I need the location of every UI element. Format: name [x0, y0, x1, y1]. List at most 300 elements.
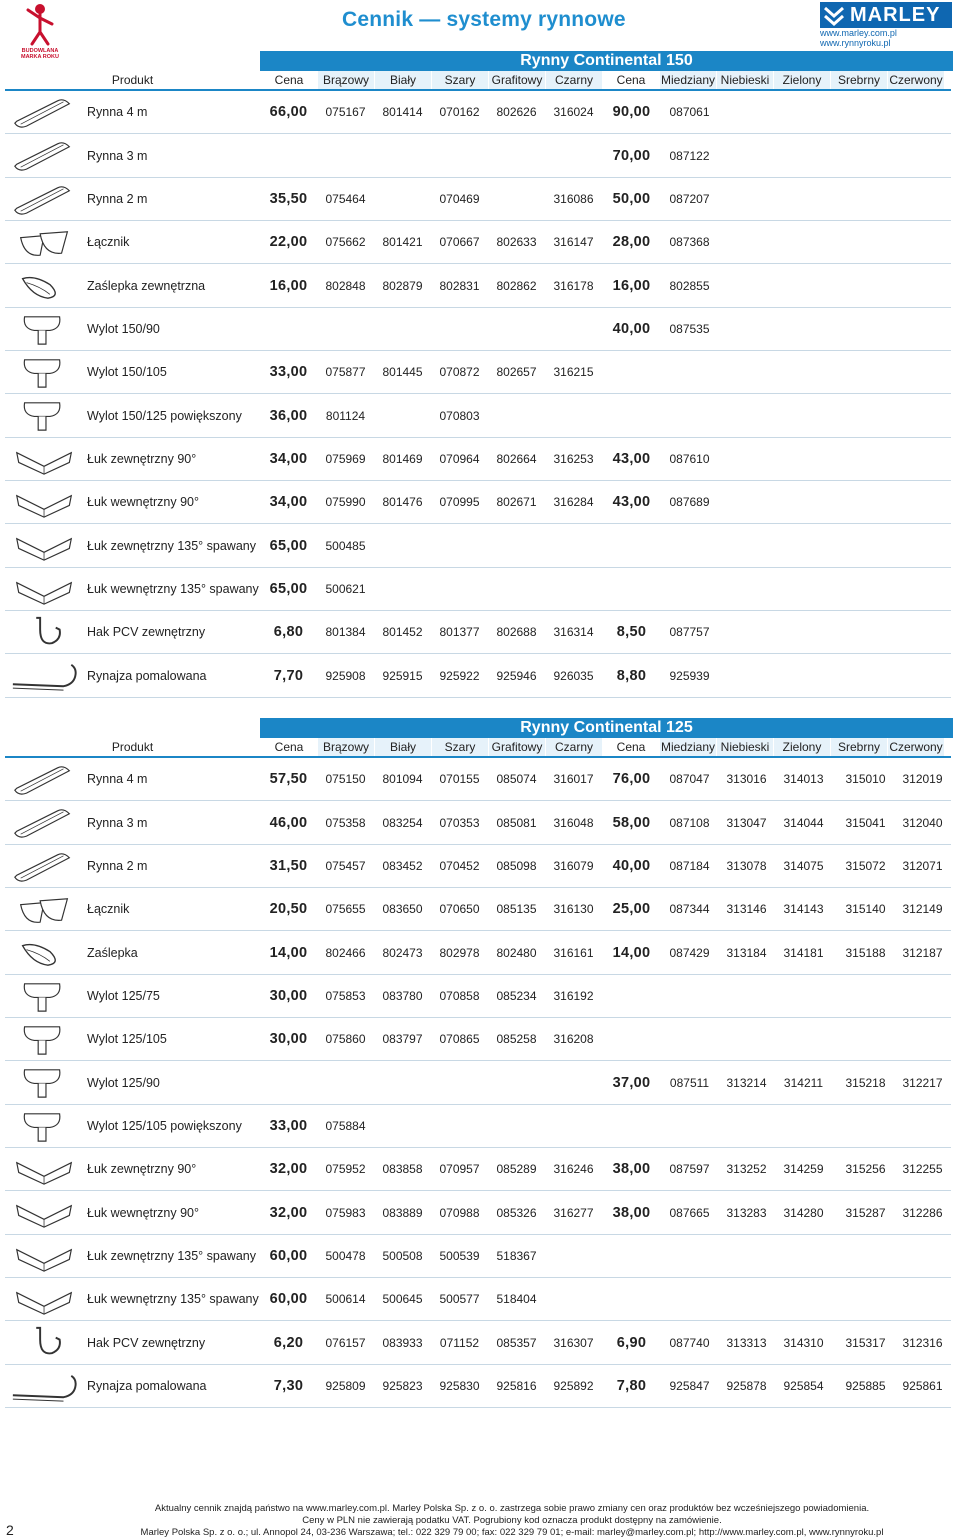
- code-cell: 075853: [325, 988, 366, 1003]
- column-header: Produkt: [111, 740, 154, 754]
- price-cell: 6,20: [273, 1334, 304, 1351]
- code-cell: 925809: [325, 1378, 366, 1393]
- price-cell: 22,00: [269, 234, 308, 251]
- code-cell: 925830: [439, 1378, 480, 1393]
- code-cell: 087610: [669, 451, 710, 466]
- code-cell: 925878: [726, 1378, 767, 1393]
- code-cell: 312149: [902, 902, 943, 917]
- price-cell: 57,50: [269, 771, 308, 788]
- code-cell: 802633: [496, 235, 537, 250]
- code-cell: 315140: [845, 902, 886, 917]
- code-cell: 801421: [382, 235, 423, 250]
- code-cell: 316161: [553, 945, 594, 960]
- product-name: Wylot 125/90: [87, 1075, 160, 1090]
- budowlana-marka-roku-logo: [18, 2, 62, 66]
- section-title: Rynny Continental 125: [260, 718, 953, 738]
- footer-line-2: Ceny w PLN nie zawierają podatku VAT. Pogrubiony kod oznacza produkt dostępny na zamówienie.: [302, 1515, 722, 1526]
- code-cell: 313078: [726, 858, 767, 873]
- code-cell: 802848: [325, 278, 366, 293]
- product-name: Łącznik: [87, 902, 130, 917]
- code-cell: 313313: [726, 1335, 767, 1350]
- code-cell: 070353: [439, 815, 480, 830]
- column-header: Brązowy: [317, 738, 374, 756]
- price-cell: 34,00: [269, 494, 308, 511]
- code-cell: 315188: [845, 945, 886, 960]
- outlet-icon: [10, 311, 80, 348]
- product-name: Łuk wewnętrzny 135° spawany: [87, 581, 259, 596]
- corner-icon: [10, 527, 80, 564]
- code-cell: 315041: [845, 815, 886, 830]
- code-cell: 802657: [496, 365, 537, 380]
- code-cell: 316017: [553, 772, 594, 787]
- column-header: Produkt: [111, 73, 154, 87]
- code-cell: 070995: [439, 495, 480, 510]
- code-cell: 316307: [553, 1335, 594, 1350]
- code-cell: 316277: [553, 1205, 594, 1220]
- code-cell: 075877: [325, 365, 366, 380]
- code-cell: 070872: [439, 365, 480, 380]
- code-cell: 926035: [553, 668, 594, 683]
- code-cell: 313283: [726, 1205, 767, 1220]
- code-cell: 313016: [726, 772, 767, 787]
- code-cell: 083797: [382, 1032, 423, 1047]
- table-row: [5, 351, 951, 394]
- code-cell: 313047: [726, 815, 767, 830]
- product-name: Łuk wewnętrzny 90°: [87, 495, 199, 510]
- column-header: Niebieski: [716, 738, 773, 756]
- table-row: [5, 1321, 951, 1364]
- hook-icon: [10, 1324, 80, 1361]
- table-row: [5, 178, 951, 221]
- product-name: Łuk zewnętrzny 135° spawany: [87, 1248, 256, 1263]
- table-row: [5, 481, 951, 524]
- code-cell: 075952: [325, 1162, 366, 1177]
- product-name: Hak PCV zewnętrzny: [87, 625, 206, 640]
- code-cell: 801094: [382, 772, 423, 787]
- table-row: [5, 1148, 951, 1191]
- column-header: Szary: [431, 738, 488, 756]
- code-cell: 087535: [669, 321, 710, 336]
- code-cell: 085098: [496, 858, 537, 873]
- code-cell: 802480: [496, 945, 537, 960]
- code-cell: 087108: [669, 815, 710, 830]
- code-cell: 083650: [382, 902, 423, 917]
- code-cell: 075167: [325, 105, 366, 120]
- code-cell: 801476: [382, 495, 423, 510]
- table-row: [5, 1061, 951, 1104]
- code-cell: 313252: [726, 1162, 767, 1177]
- product-name: Wylot 150/125 powiększony: [87, 408, 242, 423]
- code-cell: 075990: [325, 495, 366, 510]
- code-cell: 314013: [783, 772, 824, 787]
- code-cell: 316048: [553, 815, 594, 830]
- code-cell: 312286: [902, 1205, 943, 1220]
- outlet-icon: [10, 1021, 80, 1058]
- code-cell: 316147: [553, 235, 594, 250]
- code-cell: 314280: [783, 1205, 824, 1220]
- code-cell: 085258: [496, 1032, 537, 1047]
- outlet-icon: [10, 397, 80, 434]
- table-row: [5, 394, 951, 437]
- code-cell: 312019: [902, 772, 943, 787]
- bracket-icon: [10, 657, 80, 694]
- link-marley[interactable]: www.marley.com.pl: [820, 28, 897, 38]
- code-cell: 070988: [439, 1205, 480, 1220]
- code-cell: 087184: [669, 858, 710, 873]
- product-name: Wylot 150/90: [87, 321, 160, 336]
- column-header: Cena: [602, 71, 659, 89]
- outlet-icon: [10, 978, 80, 1015]
- code-cell: 925915: [382, 668, 423, 683]
- table-row: [5, 221, 951, 264]
- code-cell: 316192: [553, 988, 594, 1003]
- code-cell: 316024: [553, 105, 594, 120]
- table-row: [5, 611, 951, 654]
- code-cell: 314259: [783, 1162, 824, 1177]
- column-header: Srebrny: [830, 738, 887, 756]
- bracket-icon: [10, 1368, 80, 1405]
- price-cell: 46,00: [269, 814, 308, 831]
- price-cell: 14,00: [269, 944, 308, 961]
- table-row: [5, 568, 951, 611]
- price-cell: 40,00: [612, 320, 651, 337]
- code-cell: 802879: [382, 278, 423, 293]
- site-links: [820, 28, 897, 48]
- price-cell: 60,00: [269, 1291, 308, 1308]
- code-cell: 087665: [669, 1205, 710, 1220]
- product-name: Rynna 2 m: [87, 858, 148, 873]
- column-header: Zielony: [773, 71, 830, 89]
- column-header: Srebrny: [830, 71, 887, 89]
- trophy-figure-icon: [18, 2, 62, 48]
- product-name: Łuk zewnętrzny 135° spawany: [87, 538, 256, 553]
- code-cell: 087511: [669, 1075, 710, 1090]
- table-row: [5, 758, 951, 801]
- product-name: Łuk wewnętrzny 135° spawany: [87, 1292, 259, 1307]
- gutter-icon: [10, 848, 80, 885]
- product-name: Wylot 125/105: [87, 1032, 167, 1047]
- code-cell: 087597: [669, 1162, 710, 1177]
- code-cell: 925854: [783, 1378, 824, 1393]
- price-cell: 33,00: [269, 364, 308, 381]
- price-cell: 76,00: [612, 771, 651, 788]
- code-cell: 083858: [382, 1162, 423, 1177]
- price-cell: 8,80: [616, 667, 647, 684]
- product-name: Rynajza pomalowana: [87, 668, 207, 683]
- table-row: [5, 1105, 951, 1148]
- column-header: Biały: [374, 738, 431, 756]
- code-cell: 085357: [496, 1335, 537, 1350]
- product-name: Rynna 3 m: [87, 148, 148, 163]
- logo-caption-line1: BUDOWLANA: [21, 48, 59, 54]
- code-cell: 925922: [439, 668, 480, 683]
- code-cell: 925892: [553, 1378, 594, 1393]
- column-header-row: [5, 71, 951, 89]
- price-cell: 65,00: [269, 537, 308, 554]
- table-row: [5, 1235, 951, 1278]
- product-name: Rynna 2 m: [87, 191, 148, 206]
- product-name: Zaślepka: [87, 945, 138, 960]
- product-name: Wylot 125/75: [87, 988, 160, 1003]
- code-cell: 083889: [382, 1205, 423, 1220]
- column-header: Czarny: [545, 738, 602, 756]
- gutter-icon: [10, 94, 80, 131]
- code-cell: 087429: [669, 945, 710, 960]
- code-cell: 075464: [325, 191, 366, 206]
- code-cell: 312040: [902, 815, 943, 830]
- column-header: Miedziany: [660, 73, 716, 87]
- footer-line-3: Marley Polska Sp. z o. o.; ul. Annopol 24, 03-236 Warszawa; tel.: 022 329 79 00; fax: 022 329 79 01; e-mail: marley@marley.com.pl; http://www.marley.com.pl, www.rynnyroku.pl: [140, 1527, 884, 1538]
- code-cell: 314211: [783, 1075, 824, 1090]
- code-cell: 316208: [553, 1032, 594, 1047]
- table-row: [5, 888, 951, 931]
- price-cell: 30,00: [269, 1031, 308, 1048]
- code-cell: 075969: [325, 451, 366, 466]
- code-cell: 312187: [902, 945, 943, 960]
- price-cell: 37,00: [612, 1074, 651, 1091]
- code-cell: 316215: [553, 365, 594, 380]
- product-name: Wylot 125/105 powiększony: [87, 1118, 242, 1133]
- price-cell: 6,90: [616, 1334, 647, 1351]
- code-cell: 500577: [439, 1292, 480, 1307]
- column-header: Czerwony: [887, 71, 944, 89]
- code-cell: 087689: [669, 495, 710, 510]
- table-row: [5, 1365, 951, 1408]
- code-cell: 316086: [553, 191, 594, 206]
- table-row: [5, 1278, 951, 1321]
- code-cell: 085074: [496, 772, 537, 787]
- code-cell: 518367: [496, 1248, 537, 1263]
- code-cell: 075983: [325, 1205, 366, 1220]
- corner-icon: [10, 1194, 80, 1231]
- column-header: Zielony: [773, 738, 830, 756]
- code-cell: 070865: [439, 1032, 480, 1047]
- code-cell: 314143: [783, 902, 824, 917]
- code-cell: 316246: [553, 1162, 594, 1177]
- corner-icon: [10, 1151, 80, 1188]
- column-header: Cena: [260, 71, 317, 89]
- column-header: Grafitowy: [488, 738, 545, 756]
- price-cell: 20,50: [269, 901, 308, 918]
- code-cell: 075150: [325, 772, 366, 787]
- corner-icon: [10, 484, 80, 521]
- code-cell: 076157: [325, 1335, 366, 1350]
- footer-notes: [82, 1503, 942, 1539]
- code-cell: 314075: [783, 858, 824, 873]
- gutter-icon: [10, 181, 80, 218]
- table-row: [5, 654, 951, 697]
- price-cell: 43,00: [612, 494, 651, 511]
- code-cell: 087740: [669, 1335, 710, 1350]
- code-cell: 500621: [325, 581, 366, 596]
- column-header: Cena: [260, 738, 317, 756]
- code-cell: 087207: [669, 191, 710, 206]
- code-cell: 802855: [669, 278, 710, 293]
- code-cell: 801452: [382, 625, 423, 640]
- hook-icon: [10, 614, 80, 651]
- price-cell: 7,70: [273, 667, 304, 684]
- code-cell: 312071: [902, 858, 943, 873]
- code-cell: 925823: [382, 1378, 423, 1393]
- code-cell: 087122: [669, 148, 710, 163]
- code-cell: 802978: [439, 945, 480, 960]
- price-cell: 16,00: [269, 277, 308, 294]
- code-cell: 070155: [439, 772, 480, 787]
- outlet-icon: [10, 354, 80, 391]
- code-cell: 500614: [325, 1292, 366, 1307]
- code-cell: 314181: [783, 945, 824, 960]
- product-name: Rynajza pomalowana: [87, 1378, 207, 1393]
- code-cell: 070957: [439, 1162, 480, 1177]
- price-cell: 32,00: [269, 1204, 308, 1221]
- price-cell: 16,00: [612, 277, 651, 294]
- code-cell: 312217: [902, 1075, 943, 1090]
- table-row: [5, 524, 951, 567]
- footer-line-1: Aktualny cennik znajdą państwo na www.marley.com.pl. Marley Polska Sp. z o. o. zastrzega sobie prawo zmiany cen oraz produktów bez wcześniejszego powiadomienia.: [154, 1503, 870, 1514]
- table-row: [5, 91, 951, 134]
- code-cell: 801124: [325, 408, 366, 423]
- table-row: [5, 134, 951, 177]
- code-cell: 925847: [669, 1378, 710, 1393]
- price-cell: 8,50: [616, 624, 647, 641]
- end-cap-icon: [10, 267, 80, 304]
- link-rynnyroku[interactable]: www.rynnyroku.pl: [820, 38, 891, 48]
- code-cell: 802664: [496, 451, 537, 466]
- price-cell: 28,00: [612, 234, 651, 251]
- code-cell: 925861: [902, 1378, 943, 1393]
- code-cell: 925885: [845, 1378, 886, 1393]
- table-row: [5, 308, 951, 351]
- code-cell: 083254: [382, 815, 423, 830]
- price-cell: 38,00: [612, 1161, 651, 1178]
- code-cell: 075457: [325, 858, 366, 873]
- marley-logo: [820, 2, 952, 28]
- product-name: Łuk wewnętrzny 90°: [87, 1205, 199, 1220]
- column-header: Miedziany: [660, 740, 716, 754]
- price-cell: 7,80: [616, 1377, 647, 1394]
- code-cell: 070452: [439, 858, 480, 873]
- code-cell: 802688: [496, 625, 537, 640]
- code-cell: 925816: [496, 1378, 537, 1393]
- code-cell: 070964: [439, 451, 480, 466]
- outlet-icon: [10, 1064, 80, 1101]
- connector-icon: [10, 224, 80, 261]
- code-cell: 316178: [553, 278, 594, 293]
- code-cell: 315287: [845, 1205, 886, 1220]
- outlet-icon: [10, 1108, 80, 1145]
- code-cell: 313214: [726, 1075, 767, 1090]
- code-cell: 500485: [325, 538, 366, 553]
- code-cell: 312316: [902, 1335, 943, 1350]
- table-row: [5, 931, 951, 974]
- code-cell: 316130: [553, 902, 594, 917]
- code-cell: 315256: [845, 1162, 886, 1177]
- code-cell: 802626: [496, 105, 537, 120]
- price-cell: 66,00: [269, 104, 308, 121]
- price-cell: 58,00: [612, 814, 651, 831]
- code-cell: 313146: [726, 902, 767, 917]
- product-name: Łącznik: [87, 235, 130, 250]
- price-cell: 30,00: [269, 987, 308, 1004]
- code-cell: 801469: [382, 451, 423, 466]
- table-row: [5, 1191, 951, 1234]
- end-cap-icon: [10, 934, 80, 971]
- price-cell: 65,00: [269, 580, 308, 597]
- code-cell: 087757: [669, 625, 710, 640]
- code-cell: 500539: [439, 1248, 480, 1263]
- code-cell: 075358: [325, 815, 366, 830]
- code-cell: 085289: [496, 1162, 537, 1177]
- code-cell: 087061: [669, 105, 710, 120]
- code-cell: 075884: [325, 1118, 366, 1133]
- code-cell: 313184: [726, 945, 767, 960]
- price-cell: 90,00: [612, 104, 651, 121]
- code-cell: 314044: [783, 815, 824, 830]
- code-cell: 316079: [553, 858, 594, 873]
- code-cell: 083452: [382, 858, 423, 873]
- code-cell: 802862: [496, 278, 537, 293]
- corner-icon: [10, 571, 80, 608]
- product-rows: [5, 91, 951, 698]
- price-cell: 60,00: [269, 1247, 308, 1264]
- code-cell: 071152: [439, 1335, 480, 1350]
- price-cell: 43,00: [612, 450, 651, 467]
- connector-icon: [10, 891, 80, 928]
- table-row: [5, 975, 951, 1018]
- product-name: Rynna 4 m: [87, 105, 148, 120]
- price-cell: 31,50: [269, 857, 308, 874]
- product-name: Rynna 4 m: [87, 772, 148, 787]
- product-name: Zaślepka zewnętrzna: [87, 278, 206, 293]
- code-cell: 085234: [496, 988, 537, 1003]
- code-cell: 087368: [669, 235, 710, 250]
- code-cell: 802831: [439, 278, 480, 293]
- column-header: Szary: [431, 71, 488, 89]
- code-cell: 315218: [845, 1075, 886, 1090]
- code-cell: 925946: [496, 668, 537, 683]
- price-cell: 14,00: [612, 944, 651, 961]
- code-cell: 087344: [669, 902, 710, 917]
- code-cell: 070650: [439, 902, 480, 917]
- price-cell: 40,00: [612, 857, 651, 874]
- product-rows: [5, 758, 951, 1408]
- section-title: Rynny Continental 150: [260, 51, 953, 71]
- code-cell: 925939: [669, 668, 710, 683]
- code-cell: 801377: [439, 625, 480, 640]
- code-cell: 500478: [325, 1248, 366, 1263]
- gutter-icon: [10, 761, 80, 798]
- code-cell: 802473: [382, 945, 423, 960]
- code-cell: 316314: [553, 625, 594, 640]
- table-row: [5, 438, 951, 481]
- code-cell: 070803: [439, 408, 480, 423]
- gutter-icon: [10, 804, 80, 841]
- code-cell: 801384: [325, 625, 366, 640]
- corner-icon: [10, 441, 80, 478]
- code-cell: 075860: [325, 1032, 366, 1047]
- logo-caption-line2: MARKA ROKU: [21, 54, 59, 60]
- column-header-row: [5, 738, 951, 756]
- table-row: [5, 1018, 951, 1061]
- code-cell: 315072: [845, 858, 886, 873]
- product-name: Wylot 150/105: [87, 365, 167, 380]
- code-cell: 085326: [496, 1205, 537, 1220]
- code-cell: 801445: [382, 365, 423, 380]
- marley-wordmark: MARLEY: [850, 4, 941, 26]
- code-cell: 087047: [669, 772, 710, 787]
- price-cell: 35,50: [269, 190, 308, 207]
- corner-icon: [10, 1281, 80, 1318]
